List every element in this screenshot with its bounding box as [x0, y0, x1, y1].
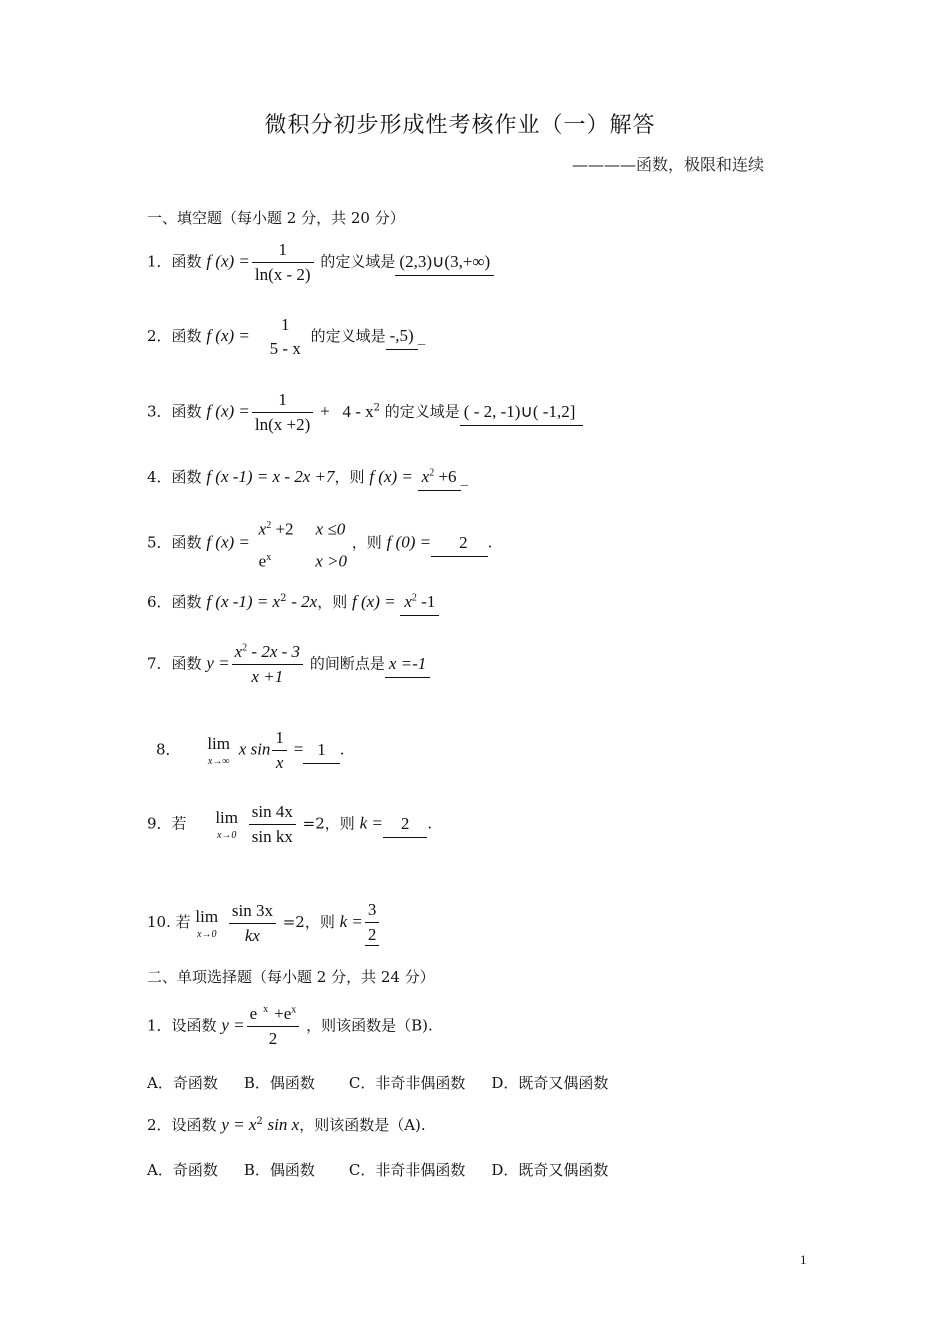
q7-num-rest: - 2x - 3	[251, 642, 301, 661]
c1-fraction	[247, 1004, 300, 1049]
question-8	[156, 728, 345, 773]
page-number: 1	[800, 1252, 807, 1267]
q2-answer: -,5)	[386, 326, 418, 350]
q7-numerator	[232, 642, 303, 665]
q3-plus: +	[320, 401, 330, 421]
c1-option-c: C．非奇非偶函数	[348, 1074, 466, 1092]
c2-option-d: D．既奇又偶函数	[491, 1161, 609, 1179]
q5-piecewise	[259, 512, 347, 575]
q6-answer-exp: 2	[411, 592, 417, 604]
q6-expr-exp: 2	[280, 593, 287, 604]
q1-numerator: 1	[252, 240, 314, 263]
q8-denominator: x	[272, 750, 287, 773]
q10-answer-num: 3	[365, 900, 380, 923]
q10-lim-sub: x→0	[197, 928, 217, 940]
choice-options-1	[147, 1072, 634, 1093]
q5-case1-rest: +2	[275, 519, 294, 539]
q3-denominator: ln(x +2)	[254, 415, 311, 434]
q7-denominator: x +1	[251, 667, 284, 686]
q6-lhs: f (x) =	[352, 592, 396, 611]
q9-numerator: sin 4x	[249, 802, 296, 825]
q5-case1-exp: 2	[266, 520, 272, 531]
q2-denominator: 5 - x	[269, 339, 301, 358]
q10-numerator: sin 3x	[229, 901, 276, 924]
c1-text: ，则该函数是（B).	[306, 1016, 433, 1035]
choice-options-2	[147, 1159, 634, 1180]
q9-label: 9．若	[147, 814, 187, 833]
q5-answer: 2	[431, 533, 488, 557]
q8-dot: .	[339, 740, 345, 759]
c2-expr-exp: 2	[256, 1116, 263, 1127]
q4-answer-exponent: 2	[429, 467, 435, 479]
c1-option-b: B．偶函数	[243, 1074, 315, 1092]
q5-case1-base: x	[258, 519, 267, 539]
q7-label: 7．函数	[147, 654, 202, 673]
choice-question-1	[147, 1004, 433, 1049]
q8-lim-sub: x→∞	[207, 756, 230, 767]
c1-num-e2: +e	[274, 1004, 292, 1023]
q2-numerator: 1	[281, 315, 290, 334]
q3-answer: ( - 2, -1)∪( -1,2]	[460, 402, 584, 426]
q8-limit	[207, 734, 230, 767]
q8-label: 8．	[156, 740, 181, 759]
q5-cond2: x >0	[315, 551, 347, 571]
q4-answer-base: x	[421, 467, 430, 486]
q1-text: 的定义域是	[320, 252, 396, 271]
q7-lhs: y =	[206, 653, 230, 673]
q6-answer	[400, 592, 439, 616]
c1-num-exp2: x	[291, 1004, 297, 1016]
q1-answer: (2,3)∪(3,+∞)	[395, 252, 494, 276]
c1-num-exp1: x	[263, 1004, 269, 1016]
c2-text: ，则该函数是（A).	[299, 1116, 426, 1134]
q9-lim-sub: x→0	[216, 830, 237, 841]
page-title: 微积分初步形成性考核作业（一）解答	[264, 113, 656, 138]
q10-eq: =2，则	[282, 913, 335, 931]
q10-answer	[365, 900, 380, 946]
q10-limit	[195, 907, 218, 940]
question-2	[147, 315, 425, 359]
c1-lhs: y =	[221, 1015, 245, 1035]
q7-text: 的间断点是	[309, 654, 385, 673]
q9-eq: =2，则	[302, 814, 355, 833]
q6-expr-a: f (x -1) = x	[206, 592, 281, 611]
q6-label: 6．函数	[147, 593, 202, 611]
c2-option-a: A．奇函数	[147, 1161, 218, 1179]
c2-label: 2．设函数	[147, 1116, 217, 1134]
q9-denominator: sin kx	[251, 827, 293, 846]
q7-num-exp: 2	[242, 642, 248, 654]
q8-expression: x sin	[238, 739, 271, 759]
q10-denominator: kx	[244, 925, 260, 945]
q5-label: 5．函数	[147, 533, 202, 552]
q2-lhs: f (x) =	[206, 326, 250, 345]
q4-comma: ，则	[334, 468, 365, 486]
q5-case-2	[259, 544, 347, 576]
q7-answer: x =-1	[385, 654, 430, 678]
q8-fraction	[272, 728, 287, 773]
q5-cond1: x ≤0	[315, 519, 346, 539]
q10-answer-den: 2	[367, 925, 377, 944]
q3-fraction	[252, 390, 313, 435]
question-5	[147, 512, 492, 575]
q5-case2-exp: x	[266, 551, 272, 563]
q8-answer: 1	[303, 740, 340, 764]
q1-fraction	[252, 240, 314, 285]
q1-lhs: f (x) =	[206, 251, 250, 271]
q8-numerator: 1	[275, 728, 284, 747]
q8-eq: =	[293, 739, 304, 759]
question-1	[147, 240, 494, 285]
q3-label: 3．函数	[147, 402, 202, 421]
q9-lim: lim	[215, 808, 238, 827]
q4-answer	[418, 467, 461, 491]
q2-label: 2．函数	[147, 327, 202, 345]
question-4	[147, 466, 468, 491]
q3-text: 的定义域是	[384, 402, 460, 421]
question-6	[147, 591, 439, 616]
q6-expr-b: - 2x	[291, 592, 318, 611]
c1-option-d: D．既奇又偶函数	[491, 1074, 609, 1092]
q10-lim: lim	[195, 906, 219, 926]
q9-limit	[215, 808, 238, 841]
q5-dot: .	[487, 533, 493, 552]
c2-option-c: C．非奇非偶函数	[348, 1161, 466, 1179]
q5-case-1	[259, 512, 347, 544]
q6-answer-base: x	[404, 592, 412, 611]
q2-tail: _	[417, 327, 426, 345]
q2-fraction	[267, 315, 304, 359]
question-10	[147, 900, 381, 946]
q6-answer-rest: -1	[421, 592, 436, 611]
c2-option-b: B．偶函数	[243, 1161, 315, 1179]
c1-num-e1: e	[249, 1004, 258, 1023]
q1-label: 1．函数	[147, 252, 202, 271]
q10-k: k =	[339, 912, 363, 931]
question-3	[147, 390, 583, 435]
q5-ask: f (0) =	[386, 532, 432, 552]
question-9	[147, 802, 432, 847]
section-choice: 二、单项选择题（每小题 2 分，共 24 分）	[147, 968, 435, 986]
c1-label: 1．设函数	[147, 1016, 217, 1035]
c1-option-a: A．奇函数	[147, 1074, 218, 1092]
q9-k: k =	[359, 813, 383, 833]
q2-text: 的定义域是	[310, 327, 386, 345]
q6-comma: ，则	[317, 593, 348, 611]
q9-answer: 2	[383, 814, 428, 838]
q3-sqrt-expr: 4 - x	[342, 401, 374, 421]
q4-expression: f (x -1) = x - 2x +7	[206, 467, 335, 486]
q9-fraction	[249, 802, 296, 847]
q3-sqrt-exponent: 2	[373, 402, 380, 414]
q7-num-base: x	[234, 642, 243, 661]
q5-case2-base: e	[258, 551, 267, 571]
q3-lhs: f (x) =	[206, 401, 250, 421]
q4-tail: _	[460, 468, 469, 486]
q1-denominator: ln(x - 2)	[254, 265, 311, 284]
section-fill-in: 一、填空题（每小题 2 分，共 20 分）	[147, 209, 405, 227]
page-subtitle: ————函数，极限和连续	[571, 155, 764, 174]
c2-expr-a: y = x	[221, 1115, 257, 1134]
q5-lhs: f (x) =	[206, 532, 250, 552]
q4-label: 4．函数	[147, 468, 202, 486]
choice-question-2	[147, 1114, 426, 1135]
q7-fraction	[232, 642, 303, 687]
q10-fraction	[229, 901, 276, 946]
question-7	[147, 642, 430, 687]
q4-answer-rest: +6	[438, 467, 457, 486]
c2-expr-b: sin x	[267, 1115, 300, 1134]
c1-numerator	[247, 1004, 300, 1027]
c1-denominator: 2	[268, 1029, 278, 1048]
q10-label: 10. 若	[147, 913, 191, 931]
q3-numerator: 1	[252, 390, 313, 413]
q4-lhs: f (x) =	[369, 467, 413, 486]
q8-lim: lim	[207, 734, 230, 753]
q5-comma: ，则	[351, 533, 382, 552]
q9-dot: .	[427, 814, 433, 833]
